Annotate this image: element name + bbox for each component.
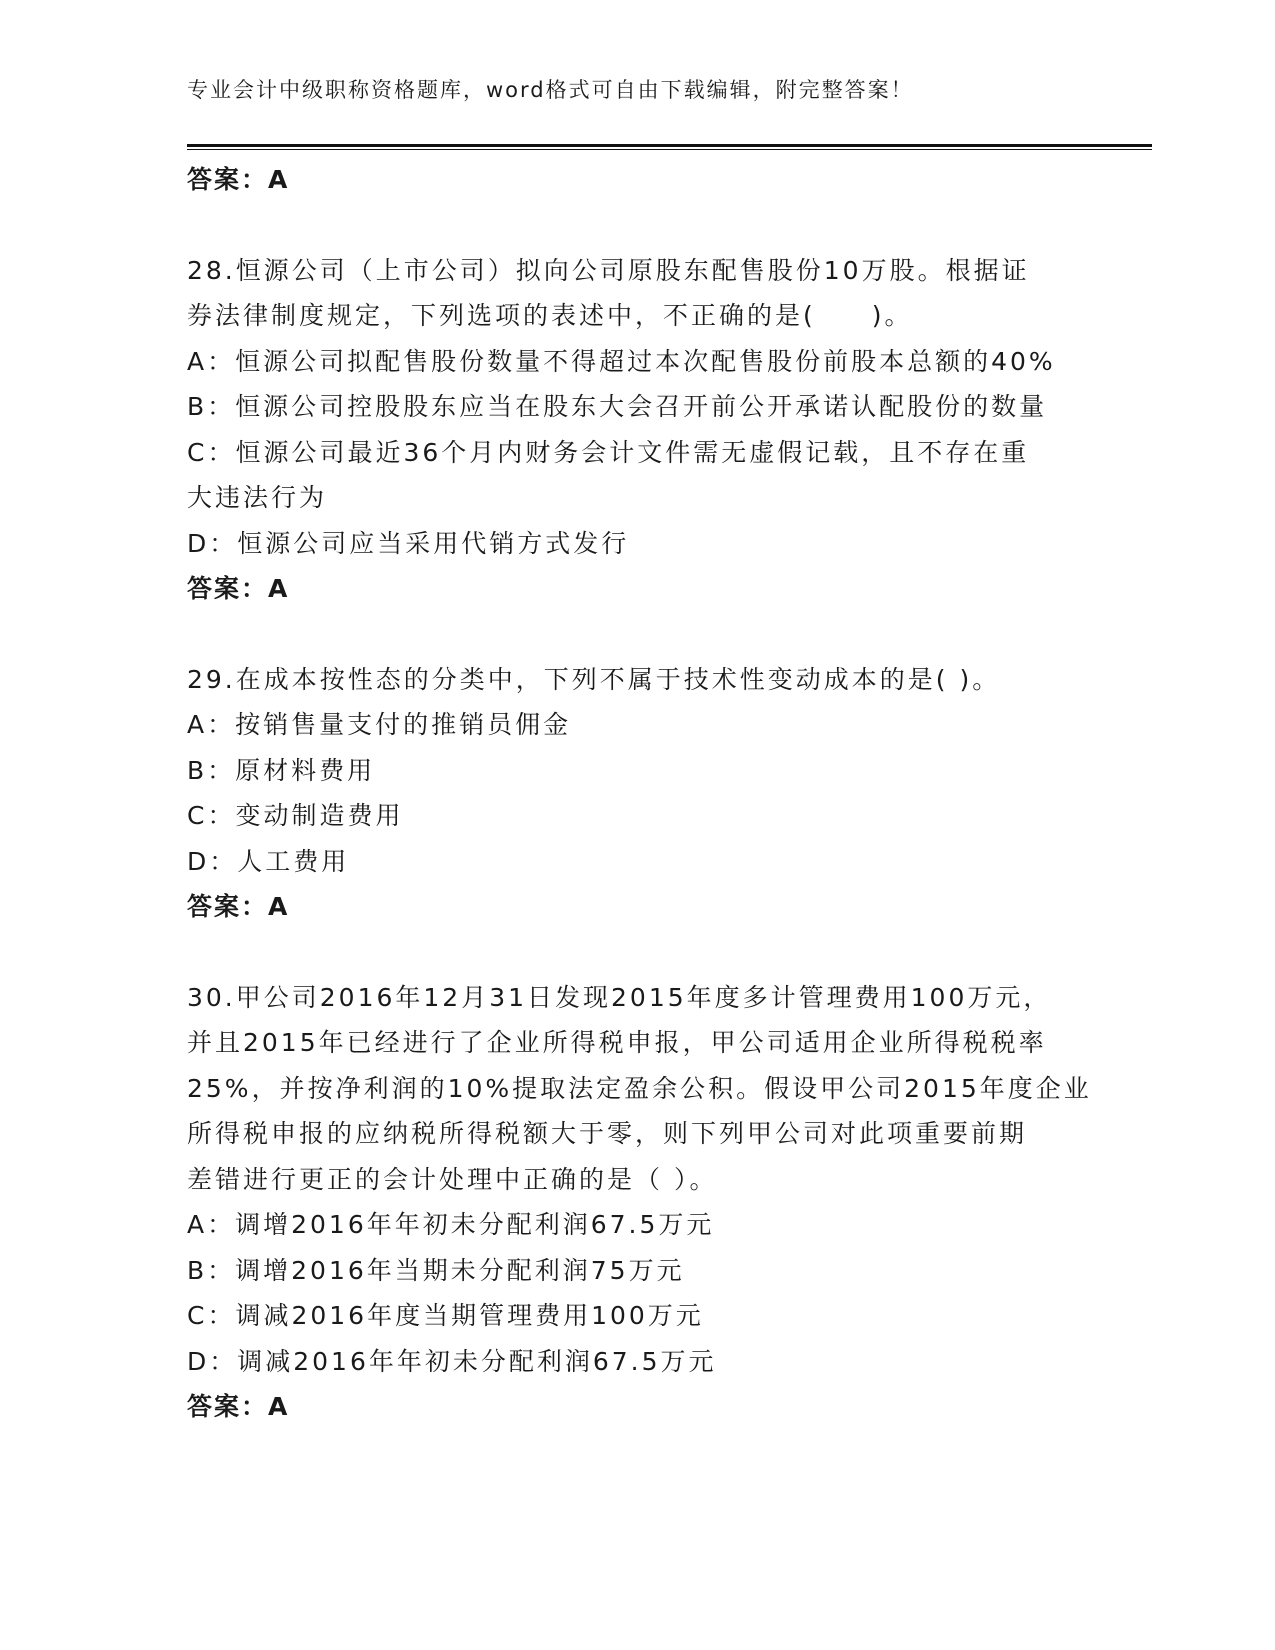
option-c: C：变动制造费用 bbox=[187, 801, 404, 830]
answer-line: 答案：A bbox=[187, 1392, 290, 1421]
question-28 bbox=[187, 248, 1087, 612]
answer-line: 答案：A bbox=[187, 165, 290, 194]
option-a: A：按销售量支付的推销员佣金 bbox=[187, 710, 572, 739]
answer-line: 答案：A bbox=[187, 574, 290, 603]
question-29 bbox=[187, 657, 1087, 930]
option-c: C：恒源公司最近36个月内财务会计文件需无虚假记载，且不存在重 bbox=[187, 437, 1030, 467]
question-text: 30.甲公司2016年12月31日发现2015年度多计管理费用100万元， bbox=[187, 982, 1052, 1012]
question-text: 28.恒源公司（上市公司）拟向公司原股东配售股份10万股。根据证 bbox=[187, 255, 1030, 285]
question-text: 并且2015年已经进行了企业所得税申报，甲公司适用企业所得税税率 bbox=[187, 1028, 1047, 1057]
spacer bbox=[187, 930, 1087, 975]
option-d: D：调减2016年年初未分配利润67.5万元 bbox=[187, 1346, 717, 1376]
header-rule-thick bbox=[187, 144, 1152, 147]
header-rule-thin bbox=[187, 149, 1152, 150]
option-b: B：恒源公司控股股东应当在股东大会召开前公开承诺认配股份的数量 bbox=[187, 392, 1048, 421]
question-text: 29.在成本按性态的分类中，下列不属于技术性变动成本的是( )。 bbox=[187, 664, 1001, 694]
option-d: D：人工费用 bbox=[187, 846, 350, 876]
option-c: C：调减2016年度当期管理费用100万元 bbox=[187, 1301, 704, 1330]
spacer bbox=[187, 612, 1087, 657]
option-d: D：恒源公司应当采用代销方式发行 bbox=[187, 528, 630, 558]
spacer bbox=[187, 203, 1087, 248]
question-text: 25%，并按净利润的10%提取法定盈余公积。假设甲公司2015年度企业 bbox=[187, 1073, 1092, 1103]
option-c-continued: 大违法行为 bbox=[187, 483, 328, 512]
question-30 bbox=[187, 975, 1092, 1430]
question-text: 券法律制度规定，下列选项的表述中，不正确的是( )。 bbox=[187, 301, 913, 330]
option-b: B：原材料费用 bbox=[187, 755, 376, 785]
question-text: 差错进行更正的会计处理中正确的是（ ）。 bbox=[187, 1164, 718, 1194]
option-a: A：调增2016年年初未分配利润67.5万元 bbox=[187, 1210, 715, 1239]
answer-line: 答案：A bbox=[187, 892, 290, 921]
option-a: A：恒源公司拟配售股份数量不得超过本次配售股份前股本总额的40% bbox=[187, 346, 1056, 376]
option-b: B：调增2016年当期未分配利润75万元 bbox=[187, 1255, 685, 1285]
exam-content bbox=[187, 157, 1092, 1430]
question-text: 所得税申报的应纳税所得税额大于零，则下列甲公司对此项重要前期 bbox=[187, 1119, 1028, 1148]
page-header: 专业会计中级职称资格题库，word格式可自由下载编辑，附完整答案！ bbox=[187, 78, 914, 102]
